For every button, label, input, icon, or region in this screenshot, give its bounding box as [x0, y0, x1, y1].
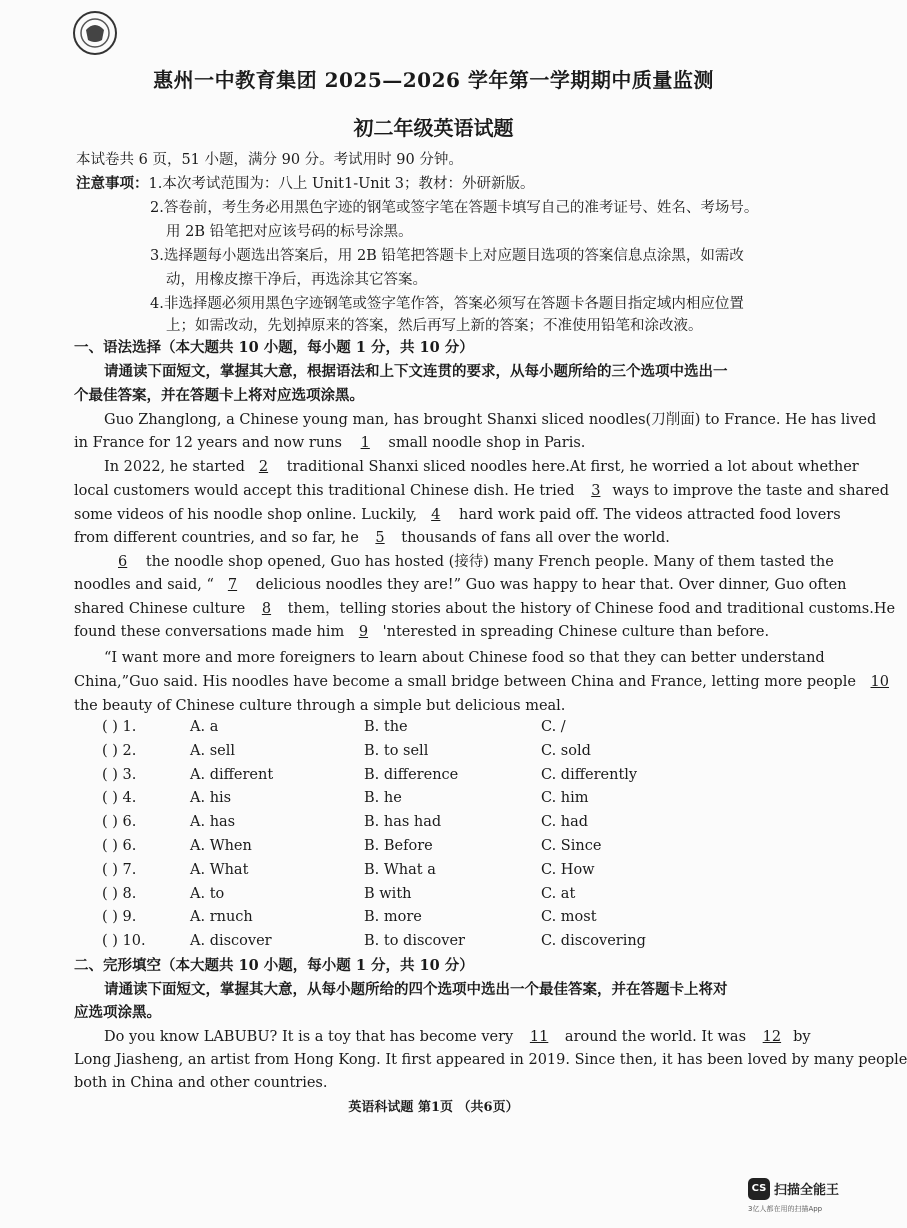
notice-text: 1.本次考试范围为：八上 Unit1-Unit 3；教材：外研新版。: [148, 176, 535, 192]
section1-heading: 一、语法选择（本大题共 10 小题，每小题 1 分，共 10 分）: [74, 339, 474, 356]
option-c: C. How: [541, 861, 595, 878]
passage1-line: “I want more and more foreigners to learn about Chinese food so that they can better understand: [104, 650, 825, 666]
notice-line-7: 上；如需改动，先划掉原来的答案，然后再写上新的答案；不准使用铅笔和涂改液。: [166, 318, 703, 334]
exam-title: 惠州一中教育集团 2025—2026 学年第一学期期中质量监测: [153, 68, 714, 92]
passage1-line: Guo Zhanglong, a Chinese young man, has brought Shanxi sliced noodles(刀削面) to France. He has lived: [104, 412, 877, 428]
notice-line-2: 2.答卷前，考生务必用黑色字迹的钢笔或签字笔在答题卡填写自己的准考证号、姓名、考场号。: [150, 200, 759, 216]
passage1-line: local customers would accept this traditional Chinese dish. He tried 3 ways to improve the taste and shared: [74, 483, 889, 499]
question-row: [0, 743, 867, 763]
notice-line-5: 动，用橡皮擦干净后，再选涂其它答案。: [166, 272, 427, 288]
option-c: C. at: [541, 885, 576, 902]
notice-line-6: 4.非选择题必须用黑色字迹钢笔或签字笔作答，答案必须写在答题卡各题目指定域内相应位置: [150, 296, 744, 312]
notice-line-1: [76, 174, 534, 194]
passage2-line: Long Jiasheng, an artist from Hong Kong. It first appeared in 2019. Since then, it has been loved by many people: [74, 1052, 907, 1068]
passage1-line: found these conversations made him 9 'nterested in spreading Chinese culture than before.: [74, 624, 770, 640]
question-row: [0, 790, 867, 810]
passage1-line: some videos of his noodle shop online. Luckily, 4 hard work paid off. The videos attracted food lovers: [74, 507, 841, 523]
blank-2: 2: [258, 459, 269, 475]
option-a: A. has: [190, 814, 236, 831]
blank-10: 10: [870, 674, 889, 690]
passage1-line: China,”Guo said. His noodles have become a small bridge between China and France, letting more people 10: [74, 672, 899, 692]
blank-8: 8: [261, 601, 272, 617]
option-b: B with: [364, 885, 412, 902]
notice-line-3: 用 2B 铅笔把对应该号码的标号涂黑。: [166, 224, 413, 240]
option-b: B. to sell: [364, 742, 429, 759]
question-number: ( ) 1.: [102, 719, 137, 735]
option-b: B. has had: [364, 814, 442, 831]
option-b: B. more: [364, 909, 422, 926]
blank-12: 12: [762, 1029, 782, 1045]
blank-6: 6: [118, 554, 128, 570]
option-c: C. differently: [541, 766, 638, 783]
option-b: B. the: [364, 719, 408, 735]
blank-11: 11: [529, 1029, 549, 1045]
blank-4: 4: [431, 507, 441, 523]
option-c: C. Since: [541, 838, 602, 854]
passage1-line: 6 the noodle shop opened, Guo has hosted (接待) many French people. Many of them tasted the: [104, 552, 834, 572]
question-number: ( ) 6.: [102, 814, 137, 831]
option-a: A. What: [190, 861, 249, 878]
option-b: B. difference: [364, 766, 459, 783]
question-number: ( ) 6.: [102, 838, 137, 854]
scanner-watermark: [748, 1178, 858, 1222]
question-number: ( ) 4.: [102, 790, 137, 807]
question-row: [0, 719, 867, 739]
option-c: C. discovering: [541, 933, 646, 950]
question-number: ( ) 10.: [102, 933, 146, 950]
question-number: ( ) 3.: [102, 766, 137, 783]
option-b: B. Before: [364, 838, 433, 854]
option-a: A. his: [190, 790, 232, 807]
exam-summary: 本试卷共 6 页，51 小题，满分 90 分。考试用时 90 分钟。: [76, 152, 463, 168]
option-a: A. rnuch: [190, 909, 253, 926]
option-c: C. /: [541, 719, 566, 735]
passage1-line: in France for 12 years and now runs 1 small noodle shop in Paris.: [74, 435, 586, 451]
section2-instruction-cont: 应选项涂黑。: [74, 1004, 161, 1021]
option-c: C. most: [541, 909, 597, 926]
option-c: C. had: [541, 814, 589, 831]
question-number: ( ) 7.: [102, 861, 137, 878]
scanner-logo-icon: CS: [748, 1178, 770, 1200]
passage1-line: the beauty of Chinese culture through a simple but delicious meal.: [74, 698, 566, 714]
option-b: B. to discover: [364, 933, 465, 950]
question-row: [0, 909, 867, 929]
section2-instruction: 请通读下面短文，掌握其大意，从每小题所给的四个选项中选出一个最佳答案，并在答题卡上将对: [104, 981, 728, 998]
passage2-line: both in China and other countries.: [74, 1075, 328, 1091]
option-c: C. sold: [541, 742, 591, 759]
question-number: ( ) 9.: [102, 909, 137, 926]
blank-3: 3: [591, 483, 601, 499]
passage1-line: shared Chinese culture 8 them，telling stories about the history of Chinese food and traditional customs.He: [74, 601, 896, 617]
option-a: A. When: [190, 838, 252, 854]
blank-5: 5: [375, 530, 385, 546]
notice-line-4: 3.选择题每小题选出答案后，用 2B 铅笔把答题卡上对应题目选项的答案信息点涂黑，如需改: [150, 248, 744, 264]
section1-instruction: 请通读下面短文，掌握其大意，根据语法和上下文连贯的要求，从每小题所给的三个选项中选出一: [104, 363, 728, 380]
question-row: [0, 862, 867, 882]
option-a: A. sell: [190, 742, 235, 759]
question-row: [0, 838, 867, 858]
section2-heading: 二、完形填空（本大题共 10 小题，每小题 1 分，共 10 分）: [74, 957, 474, 974]
passage1-line: In 2022, he started 2 traditional Shanxi sliced noodles here.At first, he worried a lot about whether: [104, 459, 859, 475]
scanner-name: 扫描全能王: [774, 1183, 840, 1198]
question-row: [0, 814, 867, 834]
page-footer: 英语科试题 第1页 （共6页）: [348, 1100, 519, 1115]
option-a: A. to: [190, 885, 225, 902]
option-b: B. What a: [364, 861, 436, 878]
exam-subtitle: 初二年级英语试题: [353, 116, 514, 140]
scanner-tagline: 3亿人都在用的扫描App: [748, 1205, 823, 1213]
question-row: [0, 767, 867, 787]
blank-9: 9: [358, 624, 369, 640]
notice-label: 注意事项：: [76, 175, 149, 192]
option-a: A. a: [190, 719, 219, 735]
option-b: B. he: [364, 790, 402, 807]
question-number: ( ) 8.: [102, 885, 137, 902]
passage2-line: Do you know LABUBU? It is a toy that has become very 11 around the world. It was 12 by: [104, 1029, 811, 1045]
passage1-line: noodles and said, “ 7 delicious noodles they are!” Guo was happy to hear that. Over dinner, Guo often: [74, 577, 847, 593]
school-seal-icon: [72, 10, 118, 56]
blank-1: 1: [360, 435, 370, 451]
question-row: [0, 933, 867, 953]
passage1-line: from different countries, and so far, he 5 thousands of fans all over the world.: [74, 530, 670, 546]
question-row: [0, 886, 867, 906]
option-c: C. him: [541, 790, 589, 807]
option-a: A. different: [190, 766, 274, 783]
blank-7: 7: [227, 577, 238, 593]
section1-instruction-cont: 个最佳答案，并在答题卡上将对应选项涂黑。: [74, 387, 364, 404]
option-a: A. discover: [190, 933, 272, 950]
question-number: ( ) 2.: [102, 742, 137, 759]
